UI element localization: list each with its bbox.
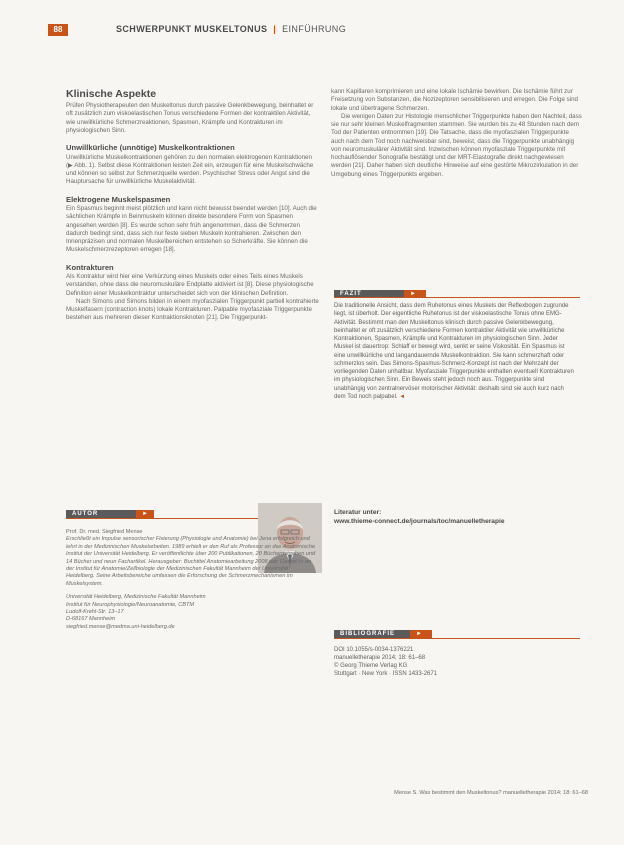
running-header [48, 24, 608, 38]
paragraph: Die wenigen Daten zur Histologie menschlicher Triggerpunkte haben den Nachteil, dass sie nur sehr kleinen Muskelfragmenten stammen. Sie wurden bis zu 48 Stunden nach dem Tod der Patienten entnommen [19]. Die Tatsache, dass die myofaszialen Triggerpunkte auch nach dem Tod noch nachweisbar sind, beweist, dass die Triggerpunkte unabhängig von neuromuskulärer Aktivität sind. Inzwischen können myofasziale Triggerpunkte mit hochauflösender Sonografie bestätigt und der MRT-Elastografie direkt nachgewiesen werden [21]. Daher haben sich deutliche Hinweise auf eine gestörte Mikrozirkulation in der Umgebung eines Triggerpunkts ergeben. [331, 112, 582, 178]
bibliography-rule [334, 638, 580, 639]
bibliography-box [334, 646, 580, 678]
author-box [66, 529, 316, 631]
subsection-heading: Unwillkürliche (unnötige) Muskelkontraktionen [66, 143, 235, 152]
bibliography-line: © Georg Thieme Verlag KG [334, 663, 408, 669]
end-mark-icon: ◄ [399, 393, 406, 400]
author-label: AUTOR [66, 510, 136, 518]
arrow-right-icon: ► [410, 291, 416, 297]
intro-paragraph: Prüfen Physiotherapeuten den Muskeltonus durch passive Gelenkbewegung, beinhaltet er oft zusätzlich zum viskoelastischen Tonus verschiedene Formen der kontraktilen Aktivität, wie unwillkürliche Schmerzreaktionen, Spasmen, Krämpfe und Kontrakturen im physiologischen Sinn. [66, 102, 314, 134]
bibliography-line: Stuttgart · New York · ISSN 1433-2671 [334, 671, 438, 677]
author-label-bar [66, 510, 154, 518]
author-address-line: D-68167 Mannheim [66, 616, 116, 623]
literature-link[interactable]: www.thieme-connect.de/journals/toc/manuelletherapie [334, 518, 505, 525]
paragraph: Nach Simons und Simons bilden in einem myofaszialen Triggerpunkt partiell kontrahierte Muskelfasern (contraction knots) lokale Kontrakturen. Palpable myofasziale Triggerpunkte bestehen aus mehreren dieser Kontraktionsknoten [21]. Die Triggerpunkt- [66, 297, 319, 322]
subsection-heading: Elektrogene Muskelspasmen [66, 194, 171, 204]
fazit-label: FAZIT [334, 290, 404, 298]
left-column [66, 88, 319, 492]
fazit-rule [334, 297, 580, 298]
header-separator: | [273, 24, 277, 34]
running-footer: Mense S. Was bestimmt den Muskeltonus? manuelletherapie 2014; 18: 61–68 [394, 790, 588, 796]
header-title: SCHWERPUNKT MUSKELTONUS [116, 24, 268, 34]
bibliography-line: manuelletherapie 2014; 18: 61–68 [334, 655, 426, 661]
author-email[interactable]: siegfried.mense@medma.uni-heidelberg.de [66, 623, 175, 630]
bibliography-line: DOI 10.1055/s-0034-1376221 [334, 647, 414, 653]
author-address-line: Institut für Neurophysiologie/Neuroanatomie, CBTM [66, 601, 195, 608]
subsection-heading: Kontrakturen [66, 262, 114, 272]
author-name: Prof. Dr. med. Siegfried Mense [66, 529, 143, 535]
page-number: 88 [48, 24, 68, 36]
paragraph: kann Kapillaren komprimieren und eine lokale Ischämie bewirken. Die Ischämie führt zur Freisetzung von Substanzen, die Nozizeptoren sensibilisieren und erregen. Die Folge sind lokale und übertragene Schmerzen. [331, 88, 578, 112]
paragraph: Ein Spasmus beginnt meist plötzlich und kann nicht bewusst beendet werden [10]. Auch die sächlichen Krämpfe in Beinmuskeln können direkte besondere Form von Spasmen angesehen werden [8]. Es wurde schon sehr früh angenommen, dass die Schmerzen dadurch bedingt sind, dass sich nur feste sieben Muskeln kontrahieren. Zwischen den Innenpräzisen und normalen Muskelbereichen entstehen so Scherkräfte. Sie können die Muskelschmerzrezeptoren erregen [18]. [66, 205, 317, 254]
author-address-line: Universität Heidelberg, Medizinische Fakultät Mannheim [66, 594, 206, 601]
bibliography-label-bar [334, 630, 434, 638]
fazit-text: Die traditionelle Ansicht, dass dem Ruhetonus eines Muskels der Reflexbogen zugrunde liegt, ist überholt. Der eigentliche Ruhetonus ist der viskoelastische Tonus ohne EMG-Aktivität. Bestimmt man den Muskeltonus klinisch durch passive Gelenkbewegung, beinhaltet er oft zusätzlich verschiedene Formen kontraktiler Aktivität wie unwillkürliche Kontraktionen, Spasmen, Krämpfe und Kontrakturen im physiologischen Sinn. Jeder Muskel ist dauertrop: Schlaff er bewegt wird, senkt er seine Viskosität. Ein Spasmus ist eine unwillkürliche und langandauernde Muskelkontraktion. Sie kann schmerzhaft oder schmerzlos sein. Das Simons-Spasmus-Schmerz-Konzept ist nach der Mehrzahl der vorliegenden Daten unhaltbar. Myofasziale Triggerpunkte enthalten eventuell Kontrakturen im physiologischen Sinn. Ein Beweis steht jedoch noch aus. Triggerpunkte sind unabhängig von zentralnervöser motorischer Aktivität: deshalb sind sie auch kurz nach dem Tod noch palpabel. [334, 303, 574, 400]
header-title-line [116, 24, 346, 34]
header-subtitle: EINFÜHRUNG [282, 24, 347, 34]
bibliography-label: BIBLIOGRAFIE [334, 630, 410, 638]
right-column [331, 88, 582, 268]
literature-note [334, 508, 580, 526]
author-bio: Erschließt ein Impulse sensorischer Fixierung (Physiologie und Anatomie) bei Jena erfolgreich und lehrt in der Medizinischen Muskelarbeiten. 1989 erhielt er den Ruf als Professor an das Anatomische Institut der Universität Heidelberg. Er veröffentlichte über 200 Publikationen, 20 Büchermitgaben und 14 Bücher und neun Fachartikel. Herausgeber: Buchtitel Anatomiearbeitung 2008 war Gasbel in an der Institut für Anatomie/Zellbiologie der Medizinischen Fakultät Mannheim der Universität Heidelberg. Seine Arbeitsbereiche umfassen die Erforschung der Schmerzmechanismen im Muskelsystem. [66, 536, 316, 587]
arrow-right-icon: ► [416, 631, 422, 637]
arrow-right-icon: ► [142, 511, 148, 517]
literature-label: Literatur unter: [334, 509, 382, 516]
fazit-box [334, 302, 577, 401]
paragraph: Als Kontraktur wird hier eine Verkürzung eines Muskels oder eines Teils eines Muskels verstanden, ohne dass die neuromuskuläre Endplatte aktiviert ist [8]. Diese physiologische Definition einer Muskelkontraktur unterscheidet sich von der klinischen Definition. [66, 273, 314, 297]
section-heading: Klinische Aspekte [66, 88, 157, 100]
paragraph: Unwillkürliche Muskelkontraktionen gehören zu den normalen elektrogenen Kontraktionen (▶ Abb. 1). Selbst diese Kontraktionen leisten Zeit ein, erzeugen für eine Muskelschwäche und können so selbst zur Schmerzquelle werden. Psychischer Stress oder Angst sind die Hauptursache für unwillkürliche Muskelaktivität. [66, 153, 314, 186]
author-address-line: Ludolf-Krehl-Str. 13–17 [66, 609, 124, 616]
